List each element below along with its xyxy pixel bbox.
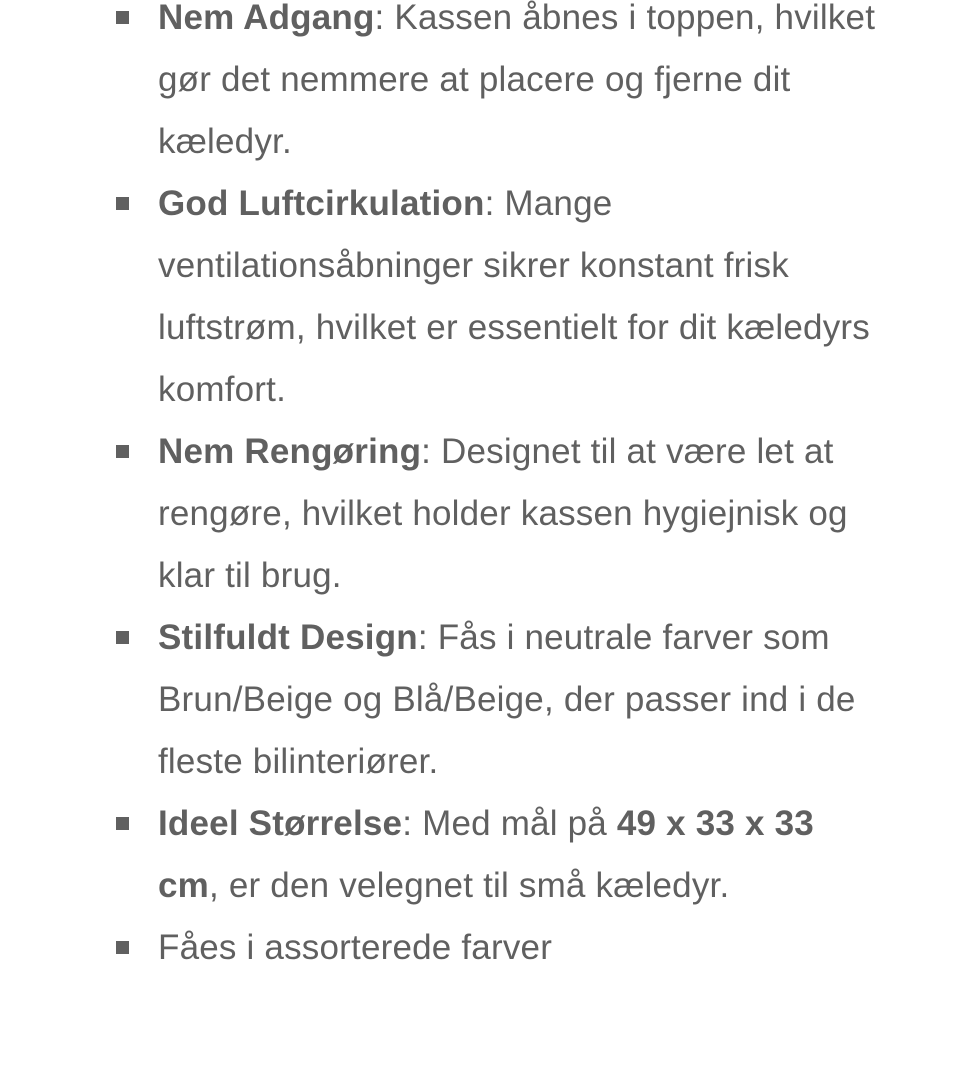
feature-description: : Fås i neutrale farver som Brun/Beige og Blå/Beige, der passer ind i de fleste bilinteriører. bbox=[158, 618, 856, 781]
feature-description: : Med mål på bbox=[402, 804, 617, 843]
feature-description: : Designet til at være let at rengøre, hvilket holder kassen hygiejnisk og klar til brug. bbox=[158, 432, 848, 595]
feature-description: : Mange ventilationsåbninger sikrer konstant frisk luftstrøm, hvilket er essentielt for dit kæledyrs komfort. bbox=[158, 184, 870, 409]
square-bullet-icon bbox=[116, 817, 129, 830]
feature-item-ideal-size bbox=[0, 793, 960, 917]
feature-item-easy-cleaning bbox=[0, 421, 960, 607]
feature-item-assorted-colors bbox=[0, 917, 960, 979]
square-bullet-icon bbox=[116, 11, 129, 24]
feature-title: Nem Rengøring bbox=[158, 432, 422, 471]
feature-title: Stilfuldt Design bbox=[158, 618, 418, 657]
square-bullet-icon bbox=[116, 197, 129, 210]
feature-title: Ideel Størrelse bbox=[158, 804, 403, 843]
feature-item-easy-access bbox=[0, 0, 960, 173]
feature-description: , er den velegnet til små kæledyr. bbox=[209, 866, 730, 905]
feature-item-stylish-design bbox=[0, 607, 960, 793]
feature-item-air-circulation bbox=[0, 173, 960, 421]
feature-title: God Luftcirkulation bbox=[158, 184, 485, 223]
feature-description: Fåes i assorterede farver bbox=[158, 928, 553, 967]
dimensions-value: 49 x 33 x 33 cm bbox=[158, 804, 814, 905]
square-bullet-icon bbox=[116, 941, 129, 954]
feature-title: Nem Adgang bbox=[158, 0, 375, 37]
square-bullet-icon bbox=[116, 445, 129, 458]
feature-description: : Kassen åbnes i toppen, hvilket gør det nemmere at placere og fjerne dit kæledyr. bbox=[158, 0, 876, 161]
square-bullet-icon bbox=[116, 631, 129, 644]
